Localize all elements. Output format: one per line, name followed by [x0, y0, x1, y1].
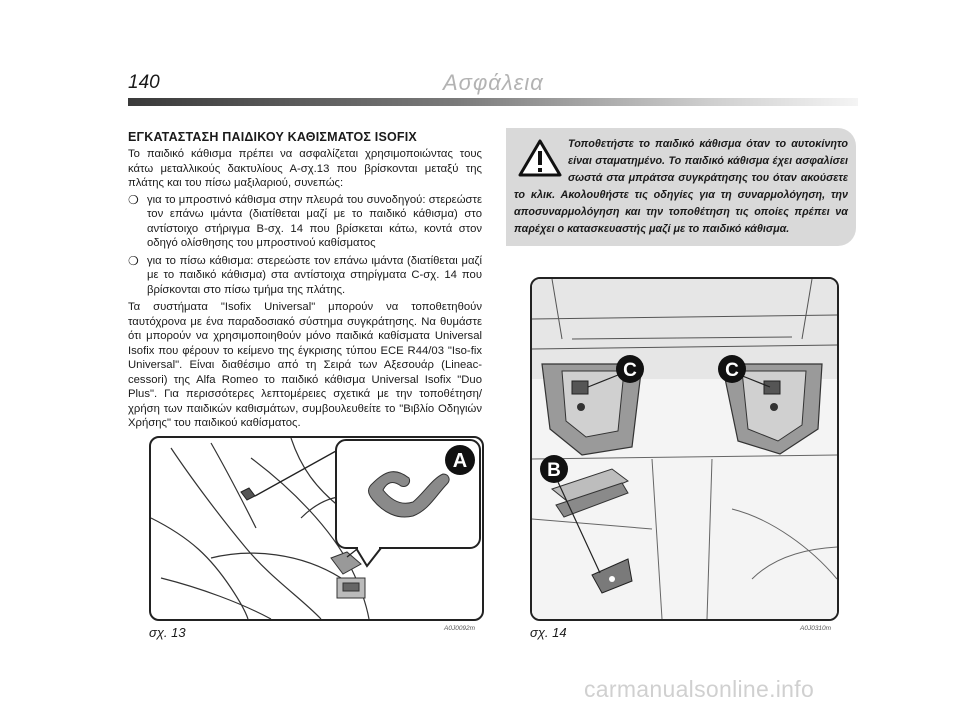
warning-box: [506, 128, 856, 246]
bullet-front-seat: [128, 193, 482, 251]
figure-14-illustration: [532, 279, 837, 619]
chapter-title: Ασφάλεια: [443, 70, 544, 95]
callout-C-right: C: [725, 360, 739, 381]
warning-text: Τοποθετήστε το παιδικό κάθισμα όταν το αυτοκίνητο είναι σταματημένο. Το παιδικό κάθισμα έχει ασφαλίσει σωστά στα μπράτσα συγκράτησης του όταν ακούσετε το κλικ. Ακολουθήστε τις οδηγίες για τη συναρμολόγηση, την αποσυναρμολόγηση και την τοποθέτηση τις οποίες πρέπει να παρέχει ο κατασκευαστής μαζί με το παιδικό κάθισμα.: [514, 138, 848, 235]
bullet-mark: ❍: [128, 192, 139, 207]
isofix-paragraph: Τα συστήματα "Isofix Universal" μπορούν να τοποθετηθούν ταυτόχρονα με ένα παραδοσιακό σύστημα συγκράτησης. Να θυμάστε ότι μπορούν να χρησιμοποιηθούν μόνο παιδικά καθίσματα Universal Isofix που φέρουν το κείμενο της έγκρισης τύπου ECE R44/03 "Iso-fix Universal". Είναι διαθέσιμο από τη Σειρά των Αξεσουάρ (Lineac-cessori) της Alfa Romeo το παιδικό κάθισμα Universal Isofix "Duo Plus". Για περισσότερες λεπτομέρειες σχετικά με την τοποθέτηση/χρήση των παιδικών καθισμάτων, συμβουλευθείτε το "Βιβλίο Οδηγιών Χρήσης" του παιδικού καθίσματος.: [128, 301, 482, 429]
page-number: 140: [128, 72, 160, 93]
section-body: [128, 147, 482, 431]
figure-13: [149, 436, 484, 621]
watermark: carmanualsonline.info: [584, 676, 815, 702]
figure-13-code: A0J0092m: [444, 625, 476, 632]
section-title: ΕΓΚΑΤΑΣΤΑΣΗ ΠΑΙΔΙΚΟΥ ΚΑΘΙΣΜΑΤΟΣ ISOFIX: [128, 130, 417, 144]
callout-A: A: [452, 450, 468, 472]
figure-13-illustration: [151, 438, 482, 619]
intro-paragraph: Το παιδικό κάθισμα πρέπει να ασφαλίζεται χρησιμοποιώντας τους κάτω μεταλλικούς δακτυλίους Α-σχ.13 που βρίσκονται μεταξύ της πλάτης και του πίσω μαξιλαριού, συνεπώς:: [128, 148, 482, 189]
figure-13-caption: σχ. 13: [149, 625, 186, 640]
header-rule: [128, 98, 858, 106]
figure-14-code: A0J0310m: [800, 625, 832, 632]
bullet-rear-seat: [128, 254, 482, 298]
figure-14-caption: σχ. 14: [530, 625, 567, 640]
callout-C-left: C: [623, 360, 637, 381]
bullet-text: για το πίσω κάθισμα: στερεώστε τον επάνω ιμάντα (διατίθεται μαζί με το παιδικό κάθισμα) στα αντίστοιχα στηρίγματα C-σχ. 14 που βρίσκονται στο πίσω τμήμα της πλάτης.: [147, 254, 482, 296]
main-text-column: [128, 130, 482, 433]
figure-14: [530, 277, 839, 621]
bullet-text: για το μπροστινό κάθισμα στην πλευρά του συνοδηγού: στερεώστε τον επάνω ιμάντα (διατίθεται μαζί με το παιδικό κάθισμα) στο αντίστοιχο στήριγμα B-σχ. 14 που βρίσκεται κάτω, κοντά στον οδηγό ολίσθησης του μπροστινού καθίσματος: [147, 193, 482, 249]
bullet-mark: ❍: [128, 253, 139, 268]
callout-B: B: [547, 460, 561, 481]
